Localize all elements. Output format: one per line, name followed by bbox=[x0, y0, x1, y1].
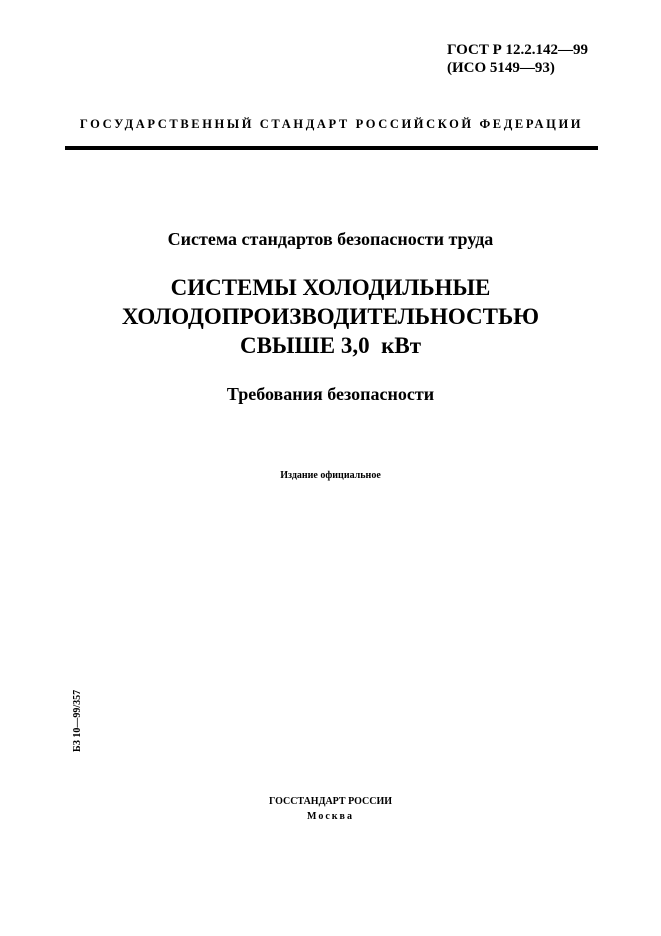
subtitle: Требования безопасности bbox=[226, 384, 435, 404]
main-title-line-2: ХОЛОДОПРОИЗВОДИТЕЛЬНОСТЬЮ bbox=[121, 304, 540, 329]
publisher-name: ГОССТАНДАРТ РОССИИ bbox=[268, 796, 393, 807]
publisher-block bbox=[0, 794, 661, 824]
state-standard-header: ГОСУДАРСТВЕННЫЙ СТАНДАРТ РОССИЙСКОЙ ФЕДЕРАЦИИ bbox=[79, 117, 584, 131]
publisher-city: Москва bbox=[307, 811, 354, 822]
main-title-line-3: СВЫШЕ 3,0 кВт bbox=[239, 333, 422, 358]
document-designation-block bbox=[447, 41, 588, 77]
main-title-line-1: СИСТЕМЫ ХОЛОДИЛЬНЫЕ bbox=[170, 275, 491, 300]
system-title: Система стандартов безопасности труда bbox=[167, 229, 494, 249]
gost-number: ГОСТ Р 12.2.142—99 bbox=[447, 42, 589, 58]
iso-number: (ИСО 5149—93) bbox=[447, 60, 555, 76]
header-divider bbox=[65, 146, 598, 150]
edition-label: Издание официальное bbox=[280, 470, 381, 481]
main-title bbox=[0, 273, 661, 360]
side-code: БЗ 10—99/357 bbox=[72, 689, 83, 752]
